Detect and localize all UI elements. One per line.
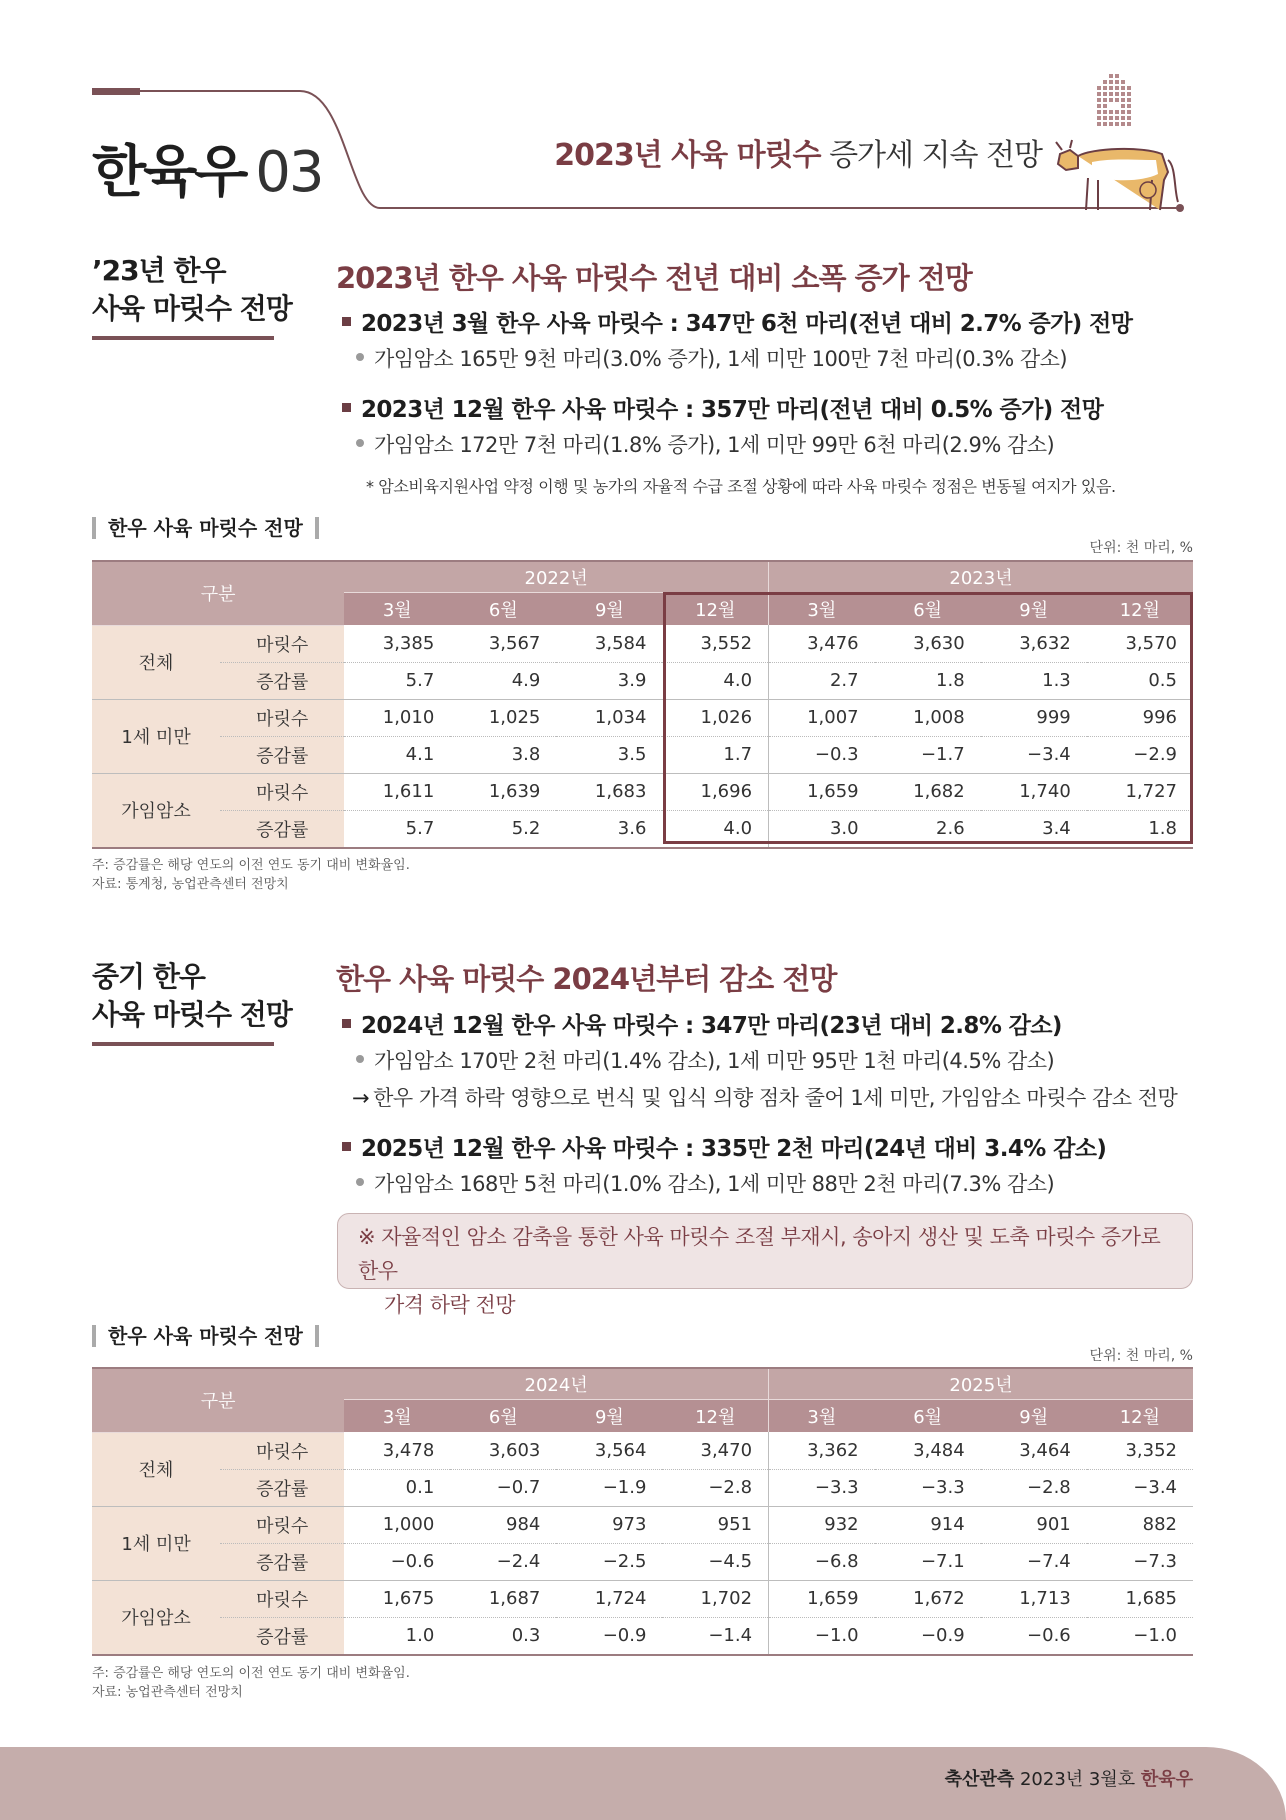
square-bullet-icon [342,1019,351,1028]
section2-notebox [337,1213,1193,1317]
table-cell: 0.3 [450,1617,556,1655]
table-cell: 882 [1087,1506,1193,1543]
table-cell: −2.8 [662,1469,768,1506]
table-row [92,699,1193,736]
table1-footnote [92,856,410,894]
table-cell: −3.4 [1087,1469,1193,1506]
section1-bullet-2-sub [356,429,1054,459]
row-sub-label: 마릿수 [220,699,344,736]
table-cell: 999 [981,699,1087,736]
table-cell: 932 [769,1506,875,1543]
table1-month: 3월 [344,593,450,626]
table-cell: 5.2 [450,810,556,848]
table2-month: 9월 [981,1400,1087,1433]
table1-year-1: 2022년 [344,561,768,593]
table-cell: −0.6 [981,1617,1087,1655]
table-cell: 3,603 [450,1432,556,1469]
table-cell: 4.9 [450,662,556,699]
table-cell: −6.8 [769,1543,875,1580]
table-cell: 1,727 [1087,773,1193,810]
section1-bullet-2 [342,391,1103,424]
table-cell: 1,026 [662,699,768,736]
footer-text [945,1765,1193,1791]
table-cell: 914 [875,1506,981,1543]
table2-year-2: 2025년 [769,1368,1193,1400]
table2-month: 3월 [344,1400,450,1433]
table-cell: −0.7 [450,1469,556,1506]
section1-label-underline [92,336,274,340]
page-title-main: 한육우 [92,140,246,205]
table-cell: 3,362 [769,1432,875,1469]
row-sub-label: 마릿수 [220,1432,344,1469]
section2-heading: 한우 사육 마릿수 2024년부터 감소 전망 [336,962,837,996]
table1 [92,560,1193,849]
section1-label-line2: 사육 마릿수 전망 [92,292,292,325]
table-cell: 3,630 [875,625,981,662]
dot-bullet-icon [356,1178,364,1186]
section2-bullet-1-text: 2024년 12월 한우 사육 마릿수 : 347만 마리(23년 대비 2.8% 감소) [361,1013,1062,1039]
table-cell: 1.7 [662,736,768,773]
table-row [92,736,1193,773]
table1-year-2: 2023년 [769,561,1193,593]
table-cell: 3,570 [1087,625,1193,662]
table-cell: −7.4 [981,1543,1087,1580]
table-cell: −0.9 [875,1617,981,1655]
table-cell: 1,683 [556,773,662,810]
label-bar-icon [92,517,96,539]
table-cell: 1.0 [344,1617,450,1655]
table-cell: 1,010 [344,699,450,736]
section2-label [92,958,292,1046]
table1-month: 6월 [875,593,981,626]
table-cell: 1,659 [769,1580,875,1617]
table2-footnote-1: 주: 증감률은 해당 연도의 이전 연도 동기 대비 변화율임. [92,1666,410,1681]
table2-month: 6월 [450,1400,556,1433]
table-cell: 1,672 [875,1580,981,1617]
table1-month: 3월 [769,593,875,626]
table-cell: 1,639 [450,773,556,810]
table-row [92,773,1193,810]
table-cell: 996 [1087,699,1193,736]
table1-month: 12월 [662,593,768,626]
section1-bullet-1-text: 2023년 3월 한우 사육 마릿수 : 347만 6천 마리(전년 대비 2.7% 증가) 전망 [361,311,1133,337]
table-cell: 2.6 [875,810,981,848]
table-cell: 1,724 [556,1580,662,1617]
table1-corner: 구분 [92,561,344,625]
table2-month: 12월 [662,1400,768,1433]
table-cell: 3.6 [556,810,662,848]
table-cell: −2.8 [981,1469,1087,1506]
table-cell: 1,659 [769,773,875,810]
table-row [92,662,1193,699]
table-cell: 1,000 [344,1506,450,1543]
table-cell: 1.8 [1087,810,1193,848]
table-cell: 951 [662,1506,768,1543]
table-cell: 3,385 [344,625,450,662]
table-cell: 3,464 [981,1432,1087,1469]
section2-bullet-1-sub [356,1045,1054,1075]
table-cell: 3,552 [662,625,768,662]
footer-topic: 한육우 [1140,1769,1193,1790]
table-cell: 1.3 [981,662,1087,699]
table2-label-text: 한우 사육 마릿수 전망 [108,1324,303,1348]
section2-bullet-1-sub-text: 가임암소 170만 2천 마리(1.4% 감소), 1세 미만 95만 1천 마리(4.5% 감소) [374,1049,1055,1073]
page-subtitle-rest: 증가세 지속 전망 [820,138,1042,173]
table-cell: 3,476 [769,625,875,662]
table-cell: 1,008 [875,699,981,736]
table-cell: −1.9 [556,1469,662,1506]
table-cell: 3,584 [556,625,662,662]
table-cell: 3,484 [875,1432,981,1469]
section1-bullet-2-sub-text: 가임암소 172만 7천 마리(1.8% 증가), 1세 미만 99만 6천 마리(2.9% 감소) [374,433,1055,457]
section2-bullet-2 [342,1130,1106,1163]
table2-month: 12월 [1087,1400,1193,1433]
table-cell: −4.5 [662,1543,768,1580]
row-group-label: 전체 [92,1432,220,1506]
table-cell: −7.1 [875,1543,981,1580]
section1-heading: 2023년 한우 사육 마릿수 전년 대비 소폭 증가 전망 [336,261,972,295]
table-cell: 4.1 [344,736,450,773]
table-cell: 5.7 [344,810,450,848]
table-cell: −1.0 [1087,1617,1193,1655]
table-cell: 1,713 [981,1580,1087,1617]
section2-bullet-1-arrow [352,1082,1177,1112]
page-subtitle [554,130,1042,174]
table-cell: 4.0 [662,810,768,848]
table-cell: 3.4 [981,810,1087,848]
table-cell: 4.0 [662,662,768,699]
section2-bullet-2-sub-text: 가임암소 168만 5천 마리(1.0% 감소), 1세 미만 88만 2천 마리(7.3% 감소) [374,1172,1055,1196]
table-cell: −3.3 [769,1469,875,1506]
row-group-label: 가임암소 [92,1580,220,1655]
table2-label [92,1320,331,1349]
table2-month: 9월 [556,1400,662,1433]
table-cell: 3,470 [662,1432,768,1469]
table-cell: −2.9 [1087,736,1193,773]
table2-footnote [92,1664,410,1702]
table2-footnote-2: 자료: 농업관측센터 전망치 [92,1685,243,1700]
page-title-number: 03 [255,140,323,205]
table-cell: −1.4 [662,1617,768,1655]
table1-month: 9월 [981,593,1087,626]
label-bar-icon [315,1325,319,1347]
section1-bullet-2-text: 2023년 12월 한우 사육 마릿수 : 357만 마리(전년 대비 0.5% 증가) 전망 [361,397,1104,423]
section1-bullet-1-sub-text: 가임암소 165만 9천 마리(3.0% 증가), 1세 미만 100만 7천 마리(0.3% 감소) [374,347,1068,371]
table-cell: 1,740 [981,773,1087,810]
table-cell: 1,611 [344,773,450,810]
dot-bullet-icon [356,1055,364,1063]
table1-footnote-2: 자료: 통계청, 농업관측센터 전망치 [92,877,289,892]
square-bullet-icon [342,1142,351,1151]
table2-corner: 구분 [92,1368,344,1432]
table-cell: −1.0 [769,1617,875,1655]
page-subtitle-bold: 2023년 사육 마릿수 [554,138,821,173]
table2-month: 3월 [769,1400,875,1433]
section2-bullet-1-arrow-text: 한우 가격 하락 영향으로 번식 및 입식 의향 점차 줄어 1세 미만, 가임암소 마릿수 감소 전망 [373,1086,1178,1110]
table2-month: 6월 [875,1400,981,1433]
table-cell: 1,025 [450,699,556,736]
label-bar-icon [92,1325,96,1347]
footer-publication: 축산관측 [944,1769,1015,1790]
section2-bullet-2-text: 2025년 12월 한우 사육 마릿수 : 335만 2천 마리(24년 대비 3.4% 감소) [361,1136,1107,1162]
table-cell: 3.9 [556,662,662,699]
table-row [92,810,1193,848]
row-sub-label: 증감률 [220,1617,344,1655]
table1-footnote-1: 주: 증감률은 해당 연도의 이전 연도 동기 대비 변화율임. [92,858,410,873]
footer-issue: 2023년 3월호 [1014,1769,1141,1790]
table-cell: 1,675 [344,1580,450,1617]
row-sub-label: 증감률 [220,810,344,848]
table-cell: 1,702 [662,1580,768,1617]
table-cell: 1,007 [769,699,875,736]
table-cell: −3.4 [981,736,1087,773]
table-cell: 3,632 [981,625,1087,662]
table-cell: 3,478 [344,1432,450,1469]
table-cell: 1,687 [450,1580,556,1617]
row-sub-label: 증감률 [220,1469,344,1506]
section1-bullet-1 [342,305,1132,338]
section1-label [92,252,292,340]
table-cell: 973 [556,1506,662,1543]
notebox-line-2: 가격 하락 전망 [384,1293,516,1317]
table-cell: 901 [981,1506,1087,1543]
table-cell: 3,567 [450,625,556,662]
table1-label-text: 한우 사육 마릿수 전망 [108,516,303,540]
table1-label [92,512,331,541]
table-cell: −2.5 [556,1543,662,1580]
row-sub-label: 마릿수 [220,1506,344,1543]
table-cell: −1.7 [875,736,981,773]
section2-bullet-1 [342,1007,1062,1040]
row-sub-label: 마릿수 [220,773,344,810]
section1-bullet-1-sub [356,343,1067,373]
table-row [92,1432,1193,1469]
table2-year-1: 2024년 [344,1368,768,1400]
row-sub-label: 마릿수 [220,1580,344,1617]
table-cell: 5.7 [344,662,450,699]
table-cell: −3.3 [875,1469,981,1506]
table-cell: 1.8 [875,662,981,699]
table-cell: 2.7 [769,662,875,699]
table-cell: −7.3 [1087,1543,1193,1580]
table-cell: −0.6 [344,1543,450,1580]
dot-bullet-icon [356,439,364,447]
row-sub-label: 증감률 [220,662,344,699]
table-cell: −0.3 [769,736,875,773]
section2-label-underline [92,1042,274,1046]
section2-label-line2: 사육 마릿수 전망 [92,998,292,1031]
section1-note: * 암소비육지원사업 약정 이행 및 농가의 자율적 수급 조절 상황에 따라 사육 마릿수 정점은 변동될 여지가 있음. [366,477,1116,496]
row-group-label: 가임암소 [92,773,220,848]
table2 [92,1367,1193,1656]
table-row [92,625,1193,662]
table-cell: 3,352 [1087,1432,1193,1469]
row-group-label: 1세 미만 [92,699,220,773]
square-bullet-icon [342,403,351,412]
table-cell: 3.0 [769,810,875,848]
row-sub-label: 증감률 [220,736,344,773]
table-cell: 0.5 [1087,662,1193,699]
table1-month: 9월 [556,593,662,626]
table-cell: 1,696 [662,773,768,810]
table1-unit: 단위: 천 마리, % [1089,540,1193,556]
right-arrow-icon: → [352,1086,370,1110]
section2-bullet-2-sub [356,1168,1054,1198]
table-cell: 0.1 [344,1469,450,1506]
table-cell: 984 [450,1506,556,1543]
row-group-label: 전체 [92,625,220,699]
table-cell: 3.5 [556,736,662,773]
square-bullet-icon [342,317,351,326]
table-cell: −2.4 [450,1543,556,1580]
label-bar-icon [315,517,319,539]
section1-label-line1: ’23년 한우 [92,254,226,287]
table-row [92,1543,1193,1580]
table-cell: 1,685 [1087,1580,1193,1617]
notebox-line-1: ※ 자율적인 암소 감축을 통한 사육 마릿수 조절 부재시, 송아지 생산 및 도축 마릿수 증가로 한우 [358,1225,1161,1283]
table-cell: 1,682 [875,773,981,810]
table-row [92,1580,1193,1617]
table-cell: 3,564 [556,1432,662,1469]
row-sub-label: 마릿수 [220,625,344,662]
table-cell: 3.8 [450,736,556,773]
table-row [92,1469,1193,1506]
table1-month: 6월 [450,593,556,626]
table-row [92,1617,1193,1655]
table-cell: 1,034 [556,699,662,736]
table-cell: −0.9 [556,1617,662,1655]
row-group-label: 1세 미만 [92,1506,220,1580]
row-sub-label: 증감률 [220,1543,344,1580]
table2-unit: 단위: 천 마리, % [1089,1348,1193,1364]
cow-illustration-icon [1052,70,1184,228]
section2-label-line1: 중기 한우 [92,960,205,993]
table1-month: 12월 [1087,593,1193,626]
dot-bullet-icon [356,353,364,361]
table-row [92,1506,1193,1543]
